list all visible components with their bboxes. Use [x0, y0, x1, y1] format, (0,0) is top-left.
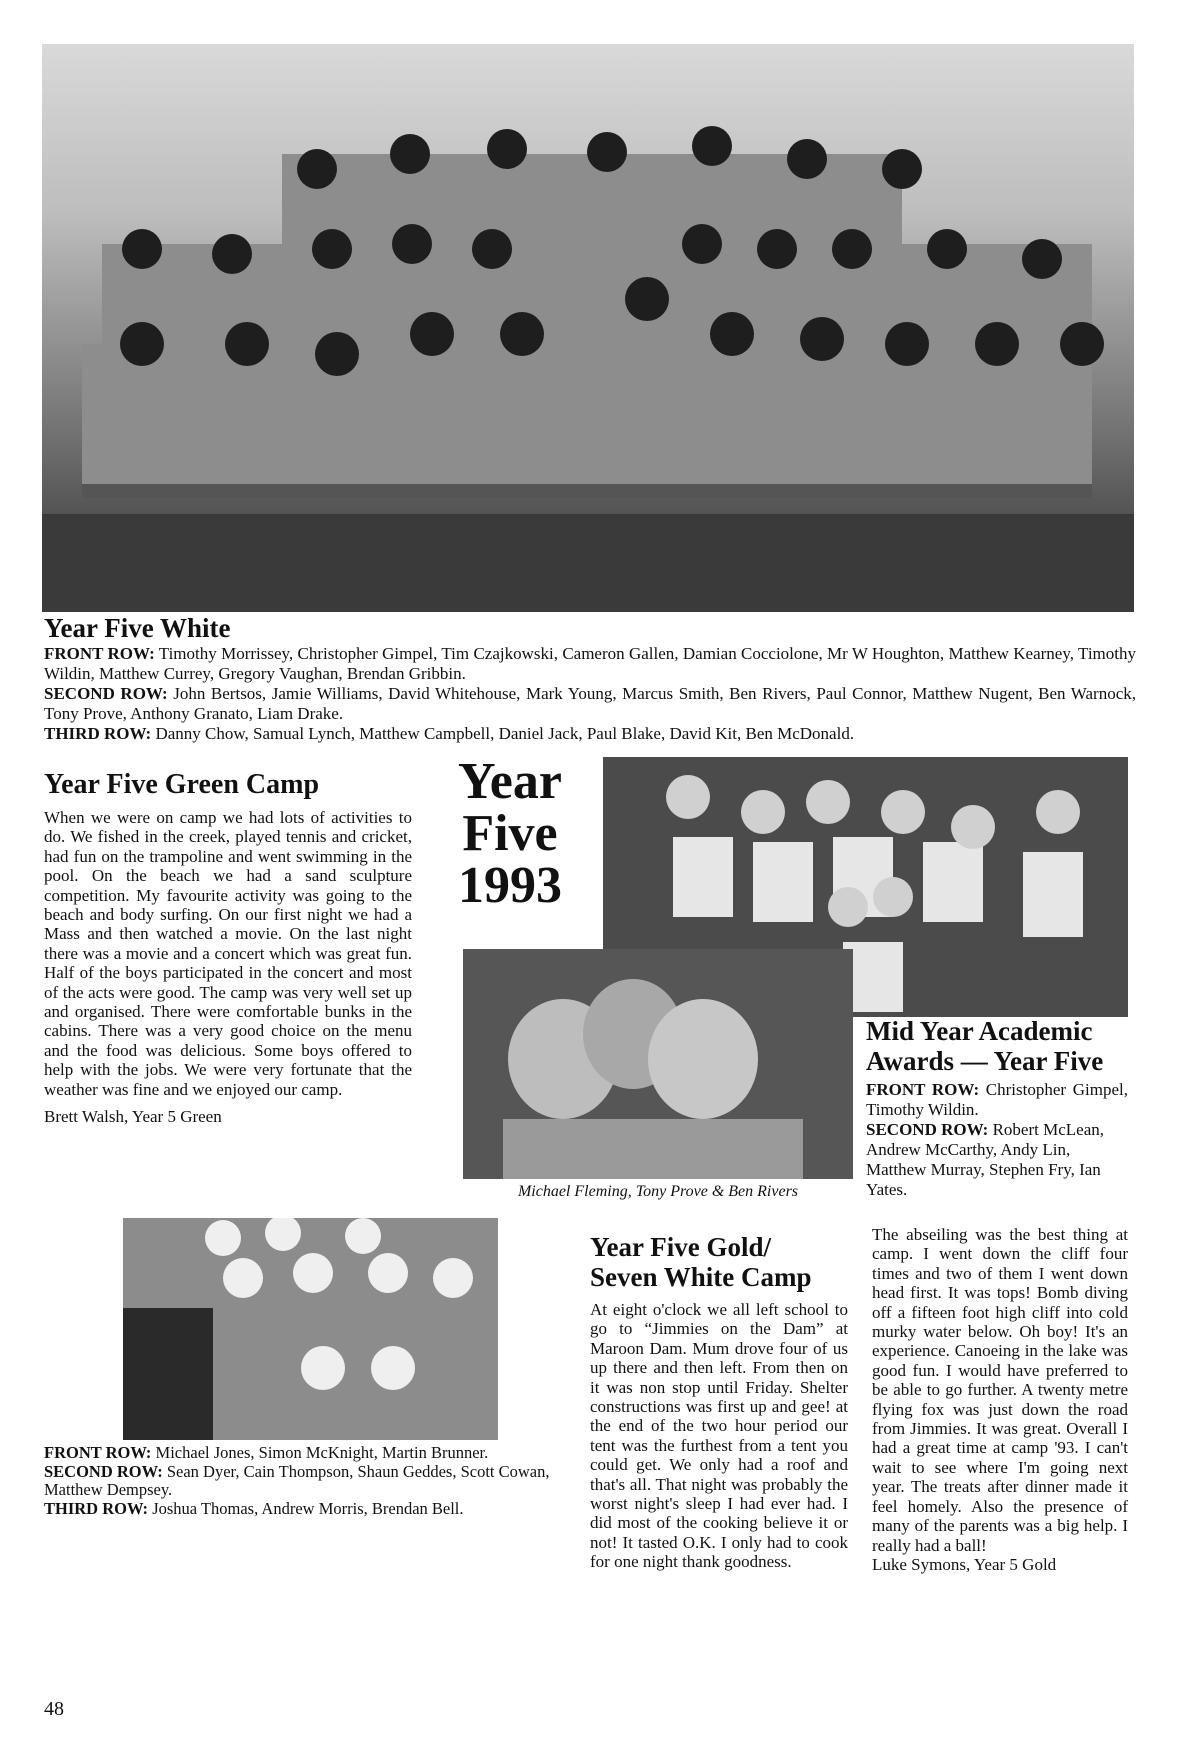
- row-label: FRONT ROW:: [44, 1443, 152, 1462]
- class-third-row: [44, 724, 1136, 744]
- year-title-line1: Year: [458, 753, 562, 810]
- row-names: Joshua Thomas, Andrew Morris, Brendan Bell.: [152, 1498, 464, 1518]
- group-front-row: [44, 1444, 559, 1463]
- green-camp-article: [44, 808, 412, 1127]
- green-camp-author: Brett Walsh, Year 5 Green: [44, 1107, 222, 1127]
- year-title-line3: 1993: [458, 857, 562, 914]
- awards-title-line2: Awards — Year Five: [866, 1046, 1104, 1076]
- group-photo: [123, 1218, 498, 1440]
- row-label: SECOND ROW:: [866, 1120, 989, 1139]
- awards-title-line1: Mid Year Academic: [866, 1016, 1093, 1046]
- row-label: FRONT ROW:: [44, 644, 155, 663]
- row-label: THIRD ROW:: [44, 1498, 149, 1518]
- gold-camp-article: [590, 1232, 848, 1572]
- abseil-text: The abseiling was the best thing at camp. I went down the cliff four times and two of them I went down head first. It was tops! Bomb diving off a fifteen foot high cliff into cold murky water below. Oh boy! It's an experience. Canoeing in the lake was good fun. I would have preferred to be able to go further. A twenty metre flying fox was just down the road from Jimmies. It was great. Overall I had a great time at camp '93. I can't wait to see where I'm going next year. The treats after dinner made it feel homely. Also the presence of many of the parents was a big help. I really had a ball!: [872, 1225, 1128, 1555]
- gold-camp-title-line2: Seven White Camp: [590, 1262, 812, 1292]
- row-names: Sean Dyer, Cain Thompson, Shaun Geddes, Scott Cowan, Matthew Dempsey.: [44, 1461, 550, 1499]
- awards-front-row: [866, 1080, 1128, 1120]
- row-label: SECOND ROW:: [44, 684, 168, 703]
- friends-photo: [463, 949, 853, 1179]
- row-names: Danny Chow, Samual Lynch, Matthew Campbell, Daniel Jack, Paul Blake, David Kit, Ben McDonald.: [155, 724, 855, 743]
- green-camp-text: When we were on camp we had lots of activities to do. We fished in the creek, played tennis and cricket, had fun on the trampoline and went swimming in the pool. On the beach we had a sand sculpture competition. My favourite activity was going to the beach and body surfing. On our first night we had a Mass and then watched a movie. On the last night there was a movie and a concert which was great fun. Half of the boys participated in the concert and most of the acts were good. The camp was very well set up and organised. There were comfortable bunks in the cabins. There was a very good choice on the menu and the food was delicious. Some boys offered to help with the jobs. We were very fortunate that the weather was fine and we enjoyed our camp.: [44, 808, 412, 1099]
- green-camp-title: Year Five Green Camp: [44, 769, 320, 800]
- gold-camp-text: At eight o'clock we all left school to go to “Jimmies on the Dam” at Maroon Dam. Mum drove four of us up there and then left. From then on it was non stop until Friday. Shelter constructions was first up and gee! at the end of the two hour period our tent was the furthest from a tent you could get. We only had a roof and that's all. That night was probably the worst night's sleep I had ever had. I did most of the cooking believe it or not! It tasted O.K. I only had to cook for one night thank goodness.: [590, 1300, 848, 1572]
- abseil-article: [872, 1225, 1128, 1574]
- class-photo-caption: [44, 644, 1136, 744]
- class-front-row: [44, 644, 1136, 684]
- abseil-author: Luke Symons, Year 5 Gold: [872, 1554, 1057, 1574]
- group-second-row: [44, 1463, 559, 1500]
- row-names: Timothy Morrissey, Christopher Gimpel, Tim Czajkowski, Cameron Gallen, Damian Cocciolone, Mr W Houghton, Matthew Kearney, Timothy Wildin, Matthew Currey, Gregory Vaughan, Brendan Gribbin.: [44, 644, 1136, 683]
- awards-article: [866, 1016, 1128, 1200]
- group-photo-caption: [44, 1444, 559, 1518]
- row-label: FRONT ROW:: [866, 1080, 980, 1099]
- row-names: Michael Jones, Simon McKnight, Martin Brunner.: [155, 1443, 489, 1462]
- group-third-row: [44, 1500, 559, 1519]
- row-label: SECOND ROW:: [44, 1461, 163, 1481]
- page-number: 48: [44, 1698, 64, 1720]
- year-title-line2: Five: [462, 805, 558, 862]
- row-names: Christopher Gimpel, Timothy Wildin.: [866, 1080, 1128, 1119]
- class-second-row: [44, 684, 1136, 724]
- class-photo-title: Year Five White: [44, 613, 231, 643]
- row-names: Robert McLean, Andrew McCarthy, Andy Lin, Matthew Murray, Stephen Fry, Ian Yates.: [866, 1120, 1104, 1199]
- friends-photo-caption: Michael Fleming, Tony Prove & Ben Rivers: [517, 1183, 799, 1200]
- awards-second-row: [866, 1120, 1128, 1200]
- row-names: John Bertsos, Jamie Williams, David Whitehouse, Mark Young, Marcus Smith, Ben Rivers, Paul Connor, Matthew Nugent, Ben Warnock, Tony Prove, Anthony Granato, Liam Drake.: [44, 684, 1136, 723]
- row-label: THIRD ROW:: [44, 724, 152, 743]
- gold-camp-title-line1: Year Five Gold/: [590, 1232, 771, 1262]
- class-photo: [42, 44, 1134, 612]
- year-title: [440, 753, 580, 914]
